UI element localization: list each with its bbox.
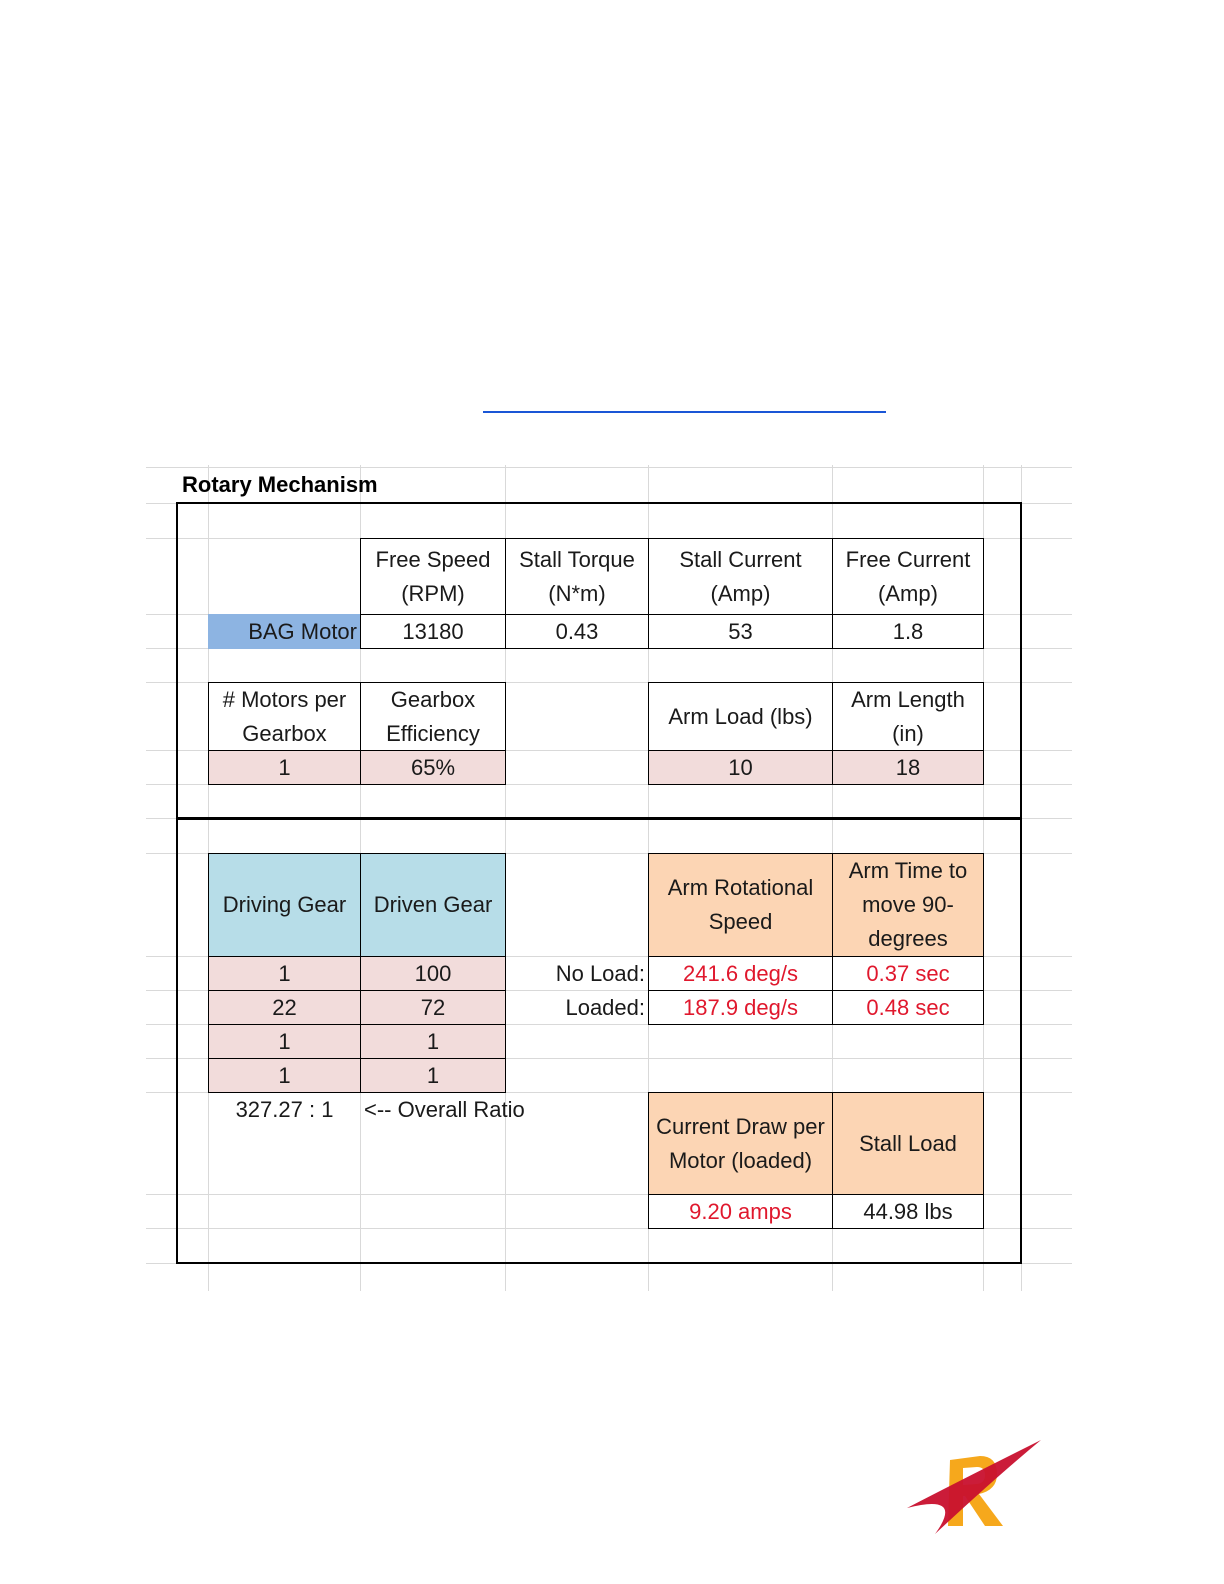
- header-free-speed[interactable]: Free Speed (RPM): [360, 538, 506, 615]
- overall-ratio-value[interactable]: 327.27 : 1: [235, 1096, 334, 1122]
- header-arm-length[interactable]: Arm Length (in): [832, 682, 984, 751]
- driven-gear-input[interactable]: 1: [360, 1058, 506, 1093]
- stall-torque-value[interactable]: 0.43: [505, 614, 649, 649]
- loaded-speed-value[interactable]: 187.9 deg/s: [648, 990, 833, 1025]
- stall-current-value[interactable]: 53: [648, 614, 833, 649]
- motor-name-cell[interactable]: BAG Motor: [208, 614, 361, 649]
- driving-gear-input[interactable]: 1: [208, 1024, 361, 1059]
- gridline: [146, 467, 1072, 468]
- free-current-value[interactable]: 1.8: [832, 614, 984, 649]
- header-driving-gear[interactable]: Driving Gear: [208, 853, 361, 957]
- driving-gear-input[interactable]: 22: [208, 990, 361, 1025]
- arm-load-input[interactable]: 10: [648, 750, 833, 785]
- header-motors-per-gearbox[interactable]: # Motors per Gearbox: [208, 682, 361, 751]
- header-arm-rotational-speed[interactable]: Arm Rotational Speed: [648, 853, 833, 957]
- no-load-label[interactable]: No Load:: [555, 960, 645, 986]
- no-load-time-value[interactable]: 0.37 sec: [832, 956, 984, 991]
- gearbox-efficiency-input[interactable]: 65%: [360, 750, 506, 785]
- stall-load-value[interactable]: 44.98 lbs: [832, 1194, 984, 1229]
- overall-ratio-label[interactable]: <-- Overall Ratio: [364, 1096, 525, 1122]
- no-load-speed-value[interactable]: 241.6 deg/s: [648, 956, 833, 991]
- current-draw-value[interactable]: 9.20 amps: [648, 1194, 833, 1229]
- motors-per-gearbox-input[interactable]: 1: [208, 750, 361, 785]
- loaded-label[interactable]: Loaded:: [565, 994, 645, 1020]
- r-swoosh-logo-icon: [905, 1438, 1045, 1538]
- arm-length-input[interactable]: 18: [832, 750, 984, 785]
- free-speed-value[interactable]: 13180: [360, 614, 506, 649]
- driving-gear-input[interactable]: 1: [208, 1058, 361, 1093]
- driven-gear-input[interactable]: 1: [360, 1024, 506, 1059]
- header-stall-load[interactable]: Stall Load: [832, 1092, 984, 1195]
- header-stall-torque[interactable]: Stall Torque (N*m): [505, 538, 649, 615]
- loaded-time-value[interactable]: 0.48 sec: [832, 990, 984, 1025]
- driven-gear-input[interactable]: 72: [360, 990, 506, 1025]
- header-stall-current[interactable]: Stall Current (Amp): [648, 538, 833, 615]
- header-current-draw[interactable]: Current Draw per Motor (loaded): [648, 1092, 833, 1195]
- driving-gear-input[interactable]: 1: [208, 956, 361, 991]
- sheet-title: Rotary Mechanism: [182, 472, 378, 497]
- header-arm-load[interactable]: Arm Load (lbs): [648, 682, 833, 751]
- driven-gear-input[interactable]: 100: [360, 956, 506, 991]
- header-driven-gear[interactable]: Driven Gear: [360, 853, 506, 957]
- header-gearbox-efficiency[interactable]: Gearbox Efficiency: [360, 682, 506, 751]
- header-free-current[interactable]: Free Current (Amp): [832, 538, 984, 615]
- header-arm-time[interactable]: Arm Time to move 90-degrees: [832, 853, 984, 957]
